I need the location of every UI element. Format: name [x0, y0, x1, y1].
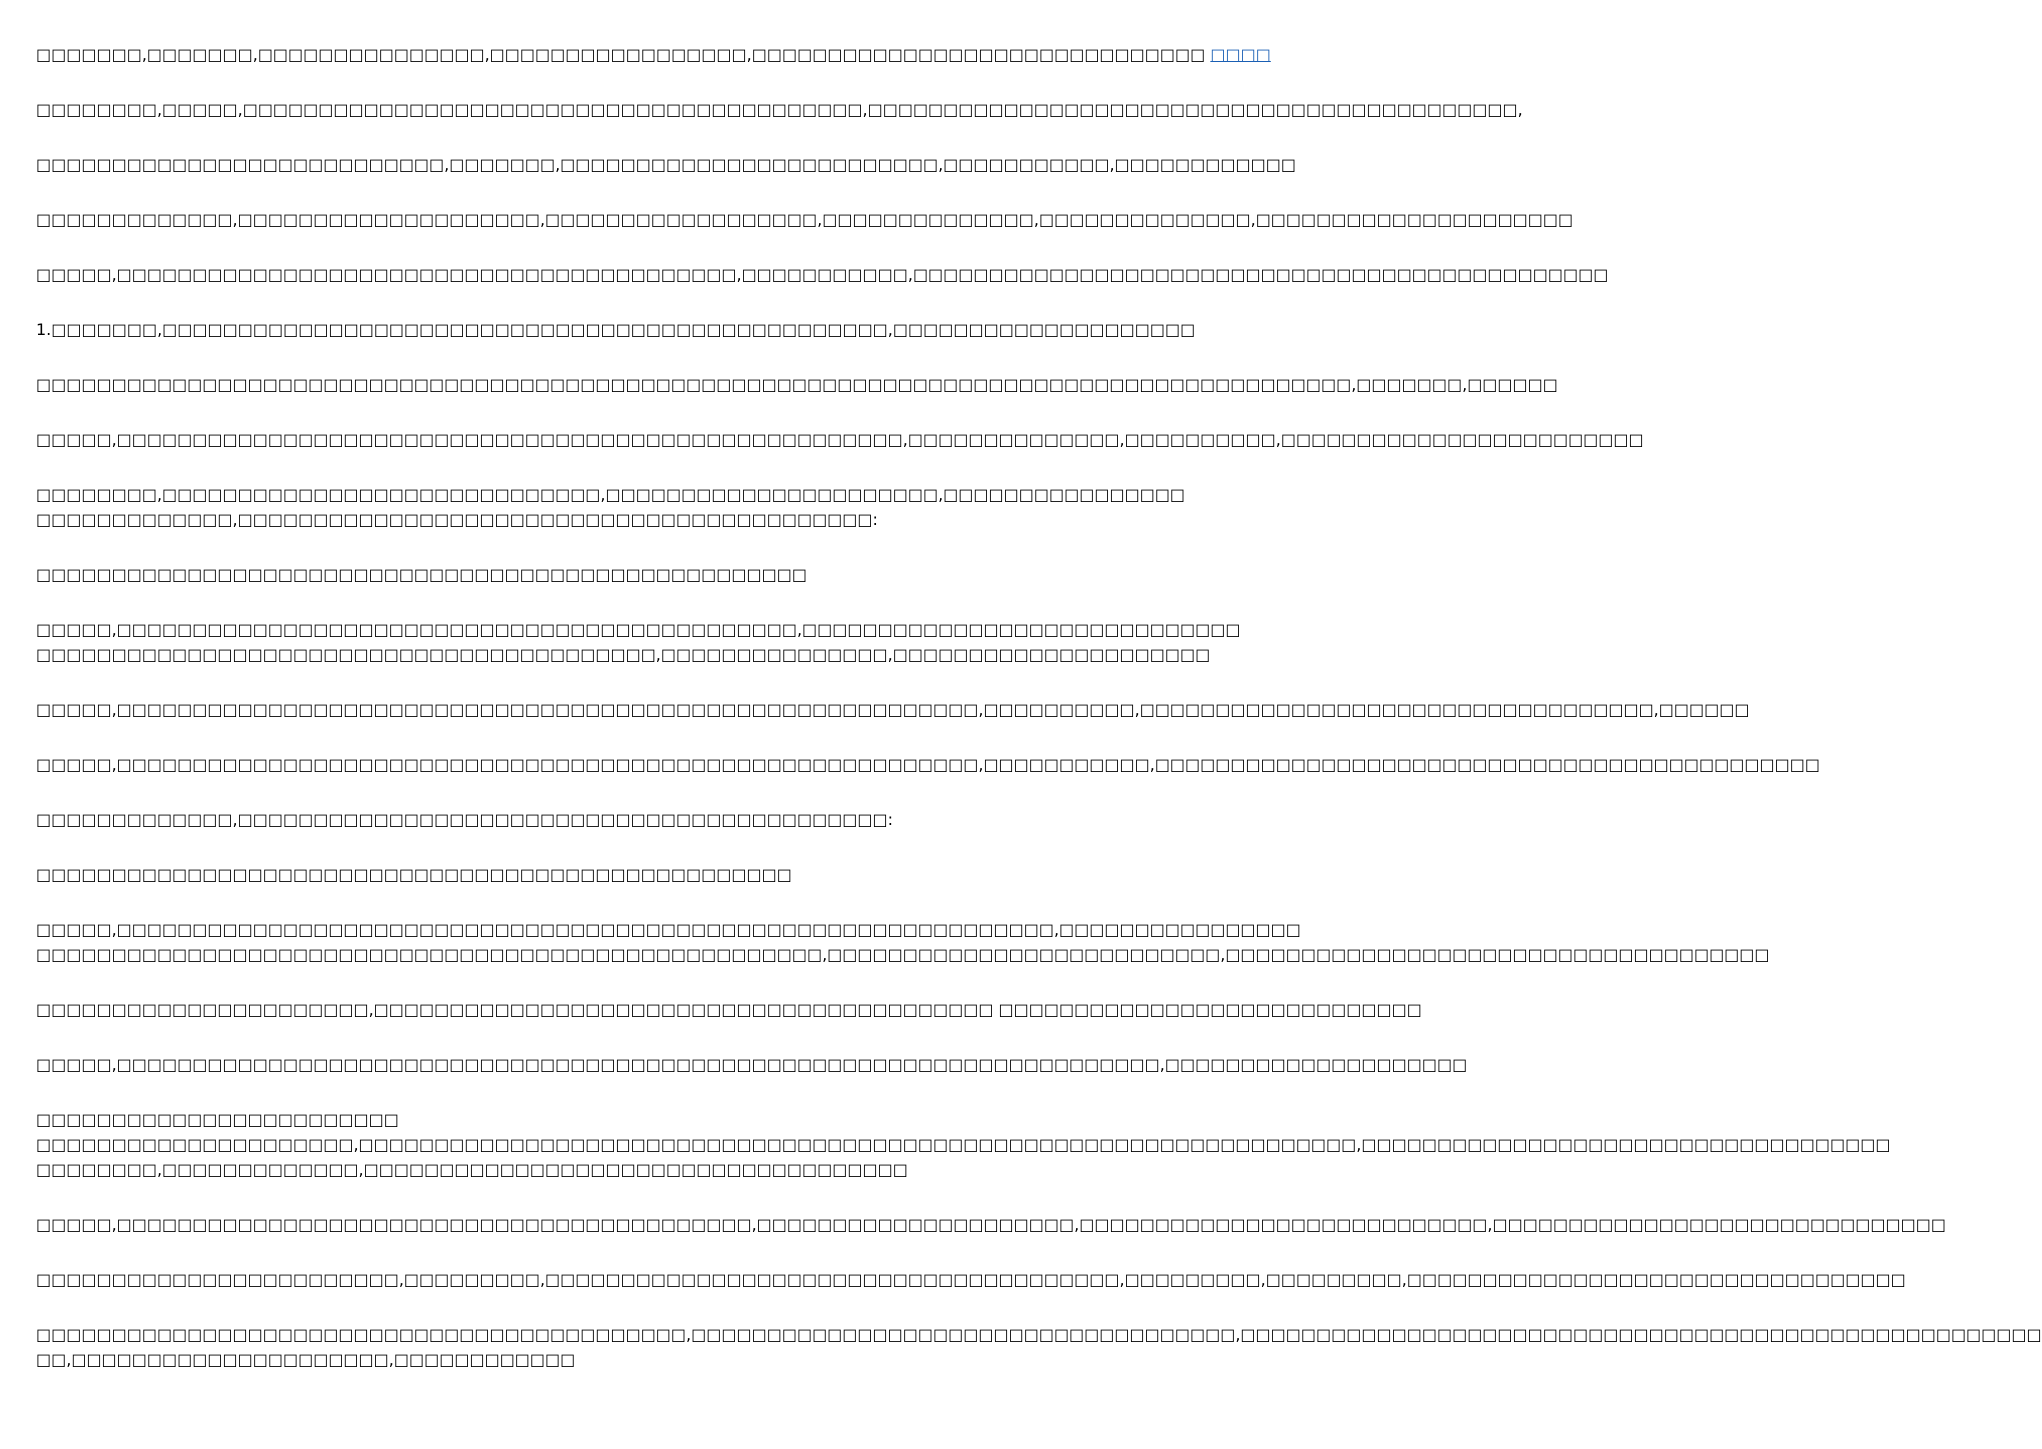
document-body — [36, 42, 2042, 1402]
text-line: □□,□□□□□□□□□□□□□□□□□□□□□,□□□□□□□□□□□□ — [36, 1350, 576, 1369]
text-line: □□□□□,□□□□□□□□□□□□□□□□□□□□□□□□□□□□□□□□□□□□□□□□□□□□□□□□□□□□,□□□□□□□□□□□□□□,□□□□□□□□□□,□□□□□□□□□□□□□□□□□□□□□□□□ — [36, 430, 1644, 449]
paragraph-14 — [36, 807, 990, 832]
text-line: □□□□□□□□□□□□□□□□□□□□□□□□ — [36, 1110, 399, 1129]
paragraph-19 — [36, 1107, 1891, 1182]
text-line: □□□□□□□□□□□□□□□□□□□□□□□□□□□□□□□□□□□□□□□□□□□□□□□□□□ — [36, 865, 792, 884]
text-line: □□□□□□□□□□□□□,□□□□□□□□□□□□□□□□□□□□□□□□□□□□□□□□□□□□□□□□□□: — [36, 510, 878, 529]
text-line: □□□□□□□□□□□□□□□□□□□□□□□□□□□□□□□□□□□□□□□□□□□□□□□□□□□ — [36, 565, 807, 584]
paragraph-15 — [36, 862, 990, 887]
text-line: □□□□□□□□,□□□□□,□□□□□□□□□□□□□□□□□□□□□□□□□□□□□□□□□□□□□□□□□,□□□□□□□□□□□□□□□□□□□□□□□□□□□□□□□□□□□□□□□□□□□, — [36, 100, 1523, 119]
text-line: □□□□□□□□□□□□□□□□□□□□□□□□□□□□□□□□□□□□□□□□□□□,□□□□□□□□□□□□□□□□□□□□□□□□□□□□□□□□□□□□,□□□□□□□□□□□□□□□□□□□□□□□□□□□□□□□□□□□□□□□□□□□□□□□□□□□□□ — [36, 1325, 2042, 1344]
paragraph-9 — [36, 482, 1186, 532]
paragraph-22 — [36, 1322, 2042, 1372]
text-line: □□□□□□□□□□□□□□□□□□□□□□□□□□□□□□□□□□□□□□□□□,□□□□□□□□□□□□□□□,□□□□□□□□□□□□□□□□□□□□□ — [36, 645, 1211, 664]
paragraph-18 — [36, 1052, 1468, 1077]
text-line: □□□□□□□□,□□□□□□□□□□□□□,□□□□□□□□□□□□□□□□□□□□□□□□□□□□□□□□□□□□ — [36, 1160, 908, 1179]
text-line: □□□□□□□□□□□□□□□□□□□□□,□□□□□□□□□□□□□□□□□□□□□□□□□□□□□□□□□□□□□□□□□□□□□□□□□□□□□□□□□□□□□□□□□□,□□□□□□□□□□□□□□□□□□□□□□□□□□□□□□□□□□□ — [36, 1135, 1891, 1154]
paragraph-6 — [36, 317, 1196, 342]
text-line: □□□□□□□□□□□□□,□□□□□□□□□□□□□□□□□□□□,□□□□□□□□□□□□□□□□□□,□□□□□□□□□□□□□□,□□□□□□□□□□□□□□,□□□□□□□□□□□□□□□□□□□□□ — [36, 210, 1574, 229]
text-line: □□□□□,□□□□□□□□□□□□□□□□□□□□□□□□□□□□□□□□□□□□□□□□□□,□□□□□□□□□□□□□□□□□□□□□,□□□□□□□□□□□□□□□□□□□□□□□□□□□,□□□□□□□□□□□□□□□□□□□□□□□□□□□□□□ — [36, 1215, 1946, 1234]
text-line: □□□□□□□□□□□□□□□□□□□□□□□□,□□□□□□□□□,□□□□□□□□□□□□□□□□□□□□□□□□□□□□□□□□□□□□□□,□□□□□□□□□,□□□□□□□□□,□□□□□□□□□□□□□□□□□□□□□□□□□□□□□□□□□ — [36, 1270, 1906, 1289]
paragraph-21 — [36, 1267, 1906, 1292]
text-line: □□□□□,□□□□□□□□□□□□□□□□□□□□□□□□□□□□□□□□□□□□□□□□□□□□□,□□□□□□□□□□□□□□□□□□□□□□□□□□□□□ — [36, 620, 1241, 639]
paragraph-1 — [36, 42, 1271, 67]
text-line: □□□□□□□□□□□□□□□□□□□□□□□□□□□□□□□□□□□□□□□□□□□□□□□□□□□□□□□□□□□□□□□□□□□□□□□□□□□□□□□□□□□□□□□,□□□□□□□,□□□□□□ — [36, 375, 1558, 394]
text-line: □□□□□,□□□□□□□□□□□□□□□□□□□□□□□□□□□□□□□□□□□□□□□□□□□□□□□□□□□□□□□□□□□□□□□□□□□□□,□□□□□□□□□□□□□□□□□□□□ — [36, 1055, 1468, 1074]
paragraph-10 — [36, 562, 990, 587]
text-line: □□□□□,□□□□□□□□□□□□□□□□□□□□□□□□□□□□□□□□□□□□□□□□□□□□□□□□□□□□□□□□□,□□□□□□□□□□,□□□□□□□□□□□□□□□□□□□□□□□□□□□□□□□□□□,□□□□□□ — [36, 700, 1750, 719]
text-line: □□□□□□□,□□□□□□□,□□□□□□□□□□□□□□□,□□□□□□□□□□□□□□□□□,□□□□□□□□□□□□□□□□□□□□□□□□□□□□□□ — [36, 45, 1206, 64]
paragraph-12 — [36, 697, 1750, 722]
paragraph-3 — [36, 152, 1296, 177]
paragraph-7 — [36, 372, 1558, 397]
paragraph-17 — [36, 997, 1422, 1022]
text-line: □□□□□,□□□□□□□□□□□□□□□□□□□□□□□□□□□□□□□□□□□□□□□□□□□□□□□□□□□□□□□□□□□□□□,□□□□□□□□□□□□□□□□ — [36, 920, 1301, 939]
paragraph-4 — [36, 207, 1574, 232]
text-line: □□□□□□□□□□□□□,□□□□□□□□□□□□□□□□□□□□□□□□□□□□□□□□□□□□□□□□□□□: — [36, 810, 894, 829]
text-line: □□□□□□□□□□□□□□□□□□□□□□,□□□□□□□□□□□□□□□□□□□□□□□□□□□□□□□□□□□□□□□□□ □□□□□□□□□□□□□□□□□□□□□□□□□□□□ — [36, 1000, 1422, 1019]
paragraph-16 — [36, 917, 1770, 967]
link[interactable]: □□□□ — [1210, 45, 1271, 64]
paragraph-2 — [36, 97, 1523, 122]
text-line: □□□□□,□□□□□□□□□□□□□□□□□□□□□□□□□□□□□□□□□□□□□□□□□□□□□□□□□□□□□□□□□,□□□□□□□□□□□,□□□□□□□□□□□□□□□□□□□□□□□□□□□□□□□□□□□□□□□□□□□□ — [36, 755, 1820, 774]
text-line: □□□□□□□□,□□□□□□□□□□□□□□□□□□□□□□□□□□□□□,□□□□□□□□□□□□□□□□□□□□□□,□□□□□□□□□□□□□□□□ — [36, 485, 1186, 504]
text-line: □□□□□,□□□□□□□□□□□□□□□□□□□□□□□□□□□□□□□□□□□□□□□□□,□□□□□□□□□□□,□□□□□□□□□□□□□□□□□□□□□□□□□□□□□□□□□□□□□□□□□□□□□□ — [36, 265, 1609, 284]
paragraph-13 — [36, 752, 1820, 777]
text-line: □□□□□□□□□□□□□□□□□□□□□□□□□□□,□□□□□□□,□□□□□□□□□□□□□□□□□□□□□□□□□,□□□□□□□□□□□,□□□□□□□□□□□□ — [36, 155, 1296, 174]
paragraph-5 — [36, 262, 1609, 287]
text-line: □□□□□□□□□□□□□□□□□□□□□□□□□□□□□□□□□□□□□□□□□□□□□□□□□□□□,□□□□□□□□□□□□□□□□□□□□□□□□□□,□□□□□□□□□□□□□□□□□□□□□□□□□□□□□□□□□□□□ — [36, 945, 1770, 964]
paragraph-11 — [36, 617, 1241, 667]
paragraph-20 — [36, 1212, 1946, 1237]
paragraph-8 — [36, 427, 1644, 452]
text-line: 1.□□□□□□□,□□□□□□□□□□□□□□□□□□□□□□□□□□□□□□□□□□□□□□□□□□□□□□□□,□□□□□□□□□□□□□□□□□□□□ — [36, 320, 1196, 339]
